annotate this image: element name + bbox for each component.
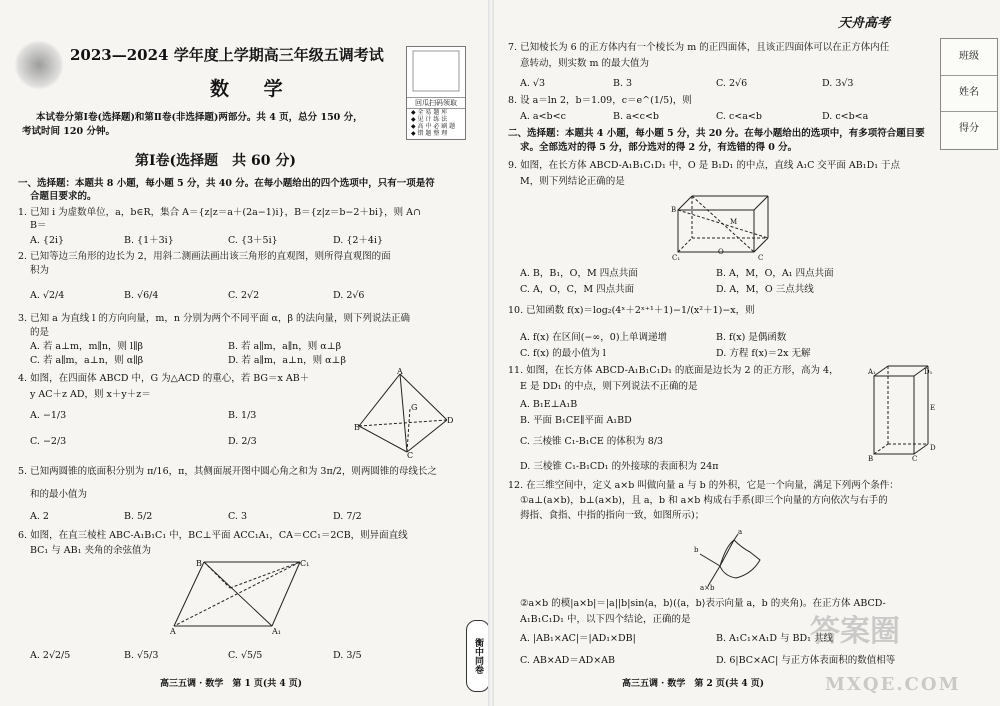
brand-logo: 天舟高考 xyxy=(838,16,891,31)
part1-instruction-1: 一、选择题：本题共 8 小题，每小题 5 分，共 40 分。在每小题给出的四个选项中，只有一项是符 xyxy=(18,178,435,189)
q1-option-c[interactable]: C. {3＋5i} xyxy=(228,235,278,246)
qr-item: ◆ 见 计 练 法 xyxy=(411,116,448,123)
q6-stem-1: 6. 如图，在直三棱柱 ABC-A₁B₁C₁ 中，BC⊥平面 ACC₁A₁，CA＝CC₁＝2CB，则异面直线 xyxy=(18,530,408,541)
svg-text:a×b: a×b xyxy=(700,584,715,592)
q12-option-b[interactable]: B. A₁C₁×A₁D 与 BD₁ 共线 xyxy=(716,633,833,644)
qr-item: ◆ 高 中 必 刷 题 xyxy=(411,123,456,130)
q6-option-c[interactable]: C. √5/5 xyxy=(228,650,263,661)
q9-stem-2: M，则下列结论正确的是 xyxy=(520,176,625,187)
q4-option-a[interactable]: A. −1/3 xyxy=(30,410,67,421)
q9-option-d[interactable]: D. A，M，O 三点共线 xyxy=(716,284,814,295)
svg-text:D: D xyxy=(447,416,454,425)
right-hand-rule-figure xyxy=(690,526,770,592)
q7-option-c[interactable]: C. 2√6 xyxy=(716,78,748,89)
q10-option-a[interactable]: A. f(x) 在区间(−∞，0)上单调递增 xyxy=(520,332,668,343)
q4-option-c[interactable]: C. −2/3 xyxy=(30,436,67,447)
left-page xyxy=(0,0,490,706)
q1-stem-1: 1. 已知 i 为虚数单位，a，b∈R，集合 A＝{z|z＝a＋(2a−1)i}，B＝{z|z＝b−2＋bi}，则 A∩ xyxy=(18,207,421,218)
svg-text:C₁: C₁ xyxy=(300,559,310,568)
q11-option-b[interactable]: B. 平面 B₁CE∥平面 A₁BD xyxy=(520,415,632,426)
q2-option-c[interactable]: C. 2√2 xyxy=(228,290,260,301)
q10-option-c[interactable]: C. f(x) 的最小值为 l xyxy=(520,348,606,359)
q12-stem-4: ②a×b 的模|a×b|＝|a||b|sin⟨a，b⟩(⟨a，b⟩表示向量 a，b 的夹角)。在正方体 ABCD- xyxy=(520,598,886,609)
q1-option-b[interactable]: B. {1＋3i} xyxy=(124,235,174,246)
q12-stem-5: A₁B₁C₁D₁ 中，以下四个结论，正确的是 xyxy=(520,614,691,625)
q4-option-b[interactable]: B. 1/3 xyxy=(228,410,257,421)
q12-stem-2: ①a⊥(a×b)，b⊥(a×b)，且 a，b 和 a×b 构成右手系(即三个向量的方向依次与右手的 xyxy=(520,495,888,506)
qr-code-box[interactable] xyxy=(406,46,466,140)
q2-option-d[interactable]: D. 2√6 xyxy=(333,290,365,301)
q1-option-d[interactable]: D. {2＋4i} xyxy=(333,235,384,246)
q8-stem: 8. 设 a＝ln 2，b＝1.09，c＝e^(1/5)，则 xyxy=(508,95,692,106)
svg-text:C: C xyxy=(912,455,918,463)
svg-text:E: E xyxy=(930,404,936,412)
q11-stem-2: E 是 DD₁ 的中点，则下列说法不正确的是 xyxy=(520,381,698,392)
page-fold xyxy=(488,0,494,706)
q11-option-d[interactable]: D. 三棱锥 C₁-B₁CD₁ 的外接球的表面积为 24π xyxy=(520,461,719,472)
q3-option-a[interactable]: A. 若 a⊥m，m∥n，则 l∥β xyxy=(30,341,143,352)
prism-figure xyxy=(170,558,310,638)
q6-option-b[interactable]: B. √5/3 xyxy=(124,650,159,661)
q8-option-b[interactable]: B. a<c<b xyxy=(613,111,660,122)
part1-instruction-2: 合题目要求的。 xyxy=(30,191,97,202)
q4-option-d[interactable]: D. 2/3 xyxy=(228,436,257,447)
q8-option-d[interactable]: D. c<b<a xyxy=(822,111,869,122)
q10-option-b[interactable]: B. f(x) 是偶函数 xyxy=(716,332,787,343)
q10-option-d[interactable]: D. 方程 f(x)＝2x 无解 xyxy=(716,348,811,359)
svg-text:G: G xyxy=(411,403,418,412)
q7-stem-1: 7. 已知棱长为 6 的正方体内有一个棱长为 m 的正四面体，且该正四面体可以在正方体内任 xyxy=(508,42,890,53)
q7-option-b[interactable]: B. 3 xyxy=(613,78,633,89)
name-field[interactable]: 姓名 xyxy=(941,75,997,112)
svg-text:B: B xyxy=(868,455,874,463)
svg-text:A₁: A₁ xyxy=(868,368,876,376)
q6-option-a[interactable]: A. 2√2/5 xyxy=(30,650,71,661)
q9-stem-1: 9. 如图，在长方体 ABCD-A₁B₁C₁D₁ 中，O 是 B₁D₁ 的中点，直线 A₁C 交平面 AB₁D₁ 于点 xyxy=(508,160,901,171)
q12-option-d[interactable]: D. 6|BC×AC| 与正方体表面积的数值相等 xyxy=(716,655,896,666)
q10-stem: 10. 已知函数 f(x)＝log₂(4ˣ＋2ˣ⁺¹＋1)−1/(x²＋1)−x，则 xyxy=(508,305,755,316)
svg-text:A₁: A₁ xyxy=(272,627,281,636)
qr-label: 回瓜扫码领取 xyxy=(407,97,465,109)
q5-stem-2: 和的最小值为 xyxy=(30,489,88,500)
svg-text:A: A xyxy=(170,627,176,636)
tetrahedron-figure xyxy=(355,368,455,458)
q9-option-a[interactable]: A. B，B₁，O，M 四点共面 xyxy=(520,268,638,279)
q4-stem-2: y AC＋z AD，则 x＋y＋z＝ xyxy=(30,389,151,400)
q6-option-d[interactable]: D. 3/5 xyxy=(333,650,362,661)
q2-stem-1: 2. 已知等边三角形的边长为 2，用斜二测画法画出该三角形的直观图，则所得直观图的面 xyxy=(18,251,391,262)
q6-stem-2: BC₁ 与 AB₁ 夹角的余弦值为 xyxy=(30,545,151,556)
svg-text:C: C xyxy=(758,254,764,262)
q12-option-a[interactable]: A. |AB₁×AC|＝|AD₁×DB| xyxy=(520,633,636,644)
q1-option-a[interactable]: A. {2i} xyxy=(30,235,65,246)
right-footer: 高三五调 · 数学 第 2 页(共 4 页) xyxy=(622,679,764,689)
q2-option-b[interactable]: B. √6/4 xyxy=(124,290,159,301)
q7-option-a[interactable]: A. √3 xyxy=(520,78,545,89)
q9-option-b[interactable]: B. A，M，O，A₁ 四点共面 xyxy=(716,268,834,279)
subject-title: 数 学 xyxy=(210,78,297,100)
q11-option-c[interactable]: C. 三棱锥 C₁-B₁CE 的体积为 8/3 xyxy=(520,436,664,447)
score-field[interactable]: 得分 xyxy=(959,123,979,134)
q7-option-d[interactable]: D. 3√3 xyxy=(822,78,854,89)
svg-text:D₁: D₁ xyxy=(924,368,933,376)
q4-stem-1: 4. 如图，在四面体 ABCD 中，G 为△ACD 的重心，若 BG＝x AB＋ xyxy=(18,373,310,384)
qr-list xyxy=(411,109,455,137)
svg-text:O: O xyxy=(718,248,724,256)
intro-line-1: 本试卷分第Ⅰ卷(选择题)和第Ⅱ卷(非选择题)两部分。共 4 页，总分 150 分， xyxy=(36,112,363,123)
q5-option-c[interactable]: C. 3 xyxy=(228,511,248,522)
q2-stem-2: 积为 xyxy=(30,265,50,276)
qr-item: ◆ 错 题 整 理 xyxy=(411,130,448,137)
qr-item: ◆ 全 易 题 库 xyxy=(411,109,448,116)
svg-text:b: b xyxy=(694,546,699,554)
svg-text:B: B xyxy=(196,559,202,568)
svg-text:C: C xyxy=(407,451,414,460)
class-field[interactable]: 班级 xyxy=(941,39,997,76)
svg-text:B: B xyxy=(354,423,360,432)
q11-stem-1: 11. 如图，在长方体 ABCD-A₁B₁C₁D₁ 的底面是边长为 2 的正方形，高为 4， xyxy=(508,365,839,376)
q5-option-d[interactable]: D. 7/2 xyxy=(333,511,362,522)
svg-text:a: a xyxy=(738,528,743,536)
cuboid-figure-q9 xyxy=(670,190,774,262)
school-stamp: 衡中同卷 xyxy=(466,620,490,692)
q7-stem-2: 意转动，则实数 m 的最大值为 xyxy=(520,58,650,69)
cuboid-figure-q11 xyxy=(868,362,940,462)
intro-line-2: 考试时间 120 分钟。 xyxy=(22,126,115,137)
q3-option-c[interactable]: C. 若 a∥m，a⊥n，则 α∥β xyxy=(30,355,144,366)
q8-option-a[interactable]: A. a<b<c xyxy=(520,111,566,122)
q12-stem-3: 拇指、食指、中指的指向一致，如图所示)； xyxy=(520,510,705,521)
section-title: 第Ⅰ卷(选择题 共 60 分) xyxy=(135,153,297,169)
watermark-url: MXQE.COM xyxy=(825,674,961,695)
student-info-box xyxy=(940,38,998,150)
q11-option-a[interactable]: A. B₁E⊥A₁B xyxy=(520,399,578,410)
svg-text:C₁: C₁ xyxy=(672,254,681,262)
q12-stem-1: 12. 在三维空间中，定义 a×b 叫做向量 a 与 b 的外积，它是一个向量，满足下列两个条件： xyxy=(508,480,899,491)
q3-stem-2: 的是 xyxy=(30,327,50,338)
svg-text:B: B xyxy=(671,206,677,214)
q9-option-c[interactable]: C. A，O，C，M 四点共面 xyxy=(520,284,635,295)
q12-option-c[interactable]: C. AB×AD＝AD×AB xyxy=(520,655,616,666)
q3-option-b[interactable]: B. 若 a∥m，a∥n，则 α⊥β xyxy=(228,341,342,352)
svg-text:D: D xyxy=(930,444,936,452)
q8-option-c[interactable]: C. c<a<b xyxy=(716,111,762,122)
part2-instruction-2: 求。全部选对的得 5 分，部分选对的得 2 分，有选错的得 0 分。 xyxy=(520,142,798,153)
q1-stem-2: B＝ xyxy=(30,220,47,231)
exam-title: 2023—2024 学年度上学期高三年级五调考试 xyxy=(70,46,384,64)
q5-option-b[interactable]: B. 5/2 xyxy=(124,511,153,522)
qr-code-icon xyxy=(407,47,465,95)
q5-stem-1: 5. 已知两圆锥的底面积分别为 π/16，π，其侧面展开图中圆心角之和为 3π/2，则两圆锥的母线长之 xyxy=(18,466,437,477)
q5-option-a[interactable]: A. 2 xyxy=(30,511,49,522)
left-footer: 高三五调 · 数学 第 1 页(共 4 页) xyxy=(160,679,302,689)
q3-stem-1: 3. 已知 a 为直线 l 的方向向量，m，n 分别为两个不同平面 α，β 的法向量，则下列说法正确 xyxy=(18,313,410,324)
svg-text:A: A xyxy=(397,367,403,376)
q2-option-a[interactable]: A. √2/4 xyxy=(30,290,65,301)
svg-text:M: M xyxy=(730,218,738,226)
corner-smudge xyxy=(14,40,64,90)
q3-option-d[interactable]: D. 若 a∥m，a⊥n，则 α⊥β xyxy=(228,355,346,366)
part2-instruction-1: 二、选择题：本题共 4 小题，每小题 5 分，共 20 分。在每小题给出的选项中，有多项符合题目要 xyxy=(508,128,925,139)
watermark: 答案圈 xyxy=(810,614,900,649)
